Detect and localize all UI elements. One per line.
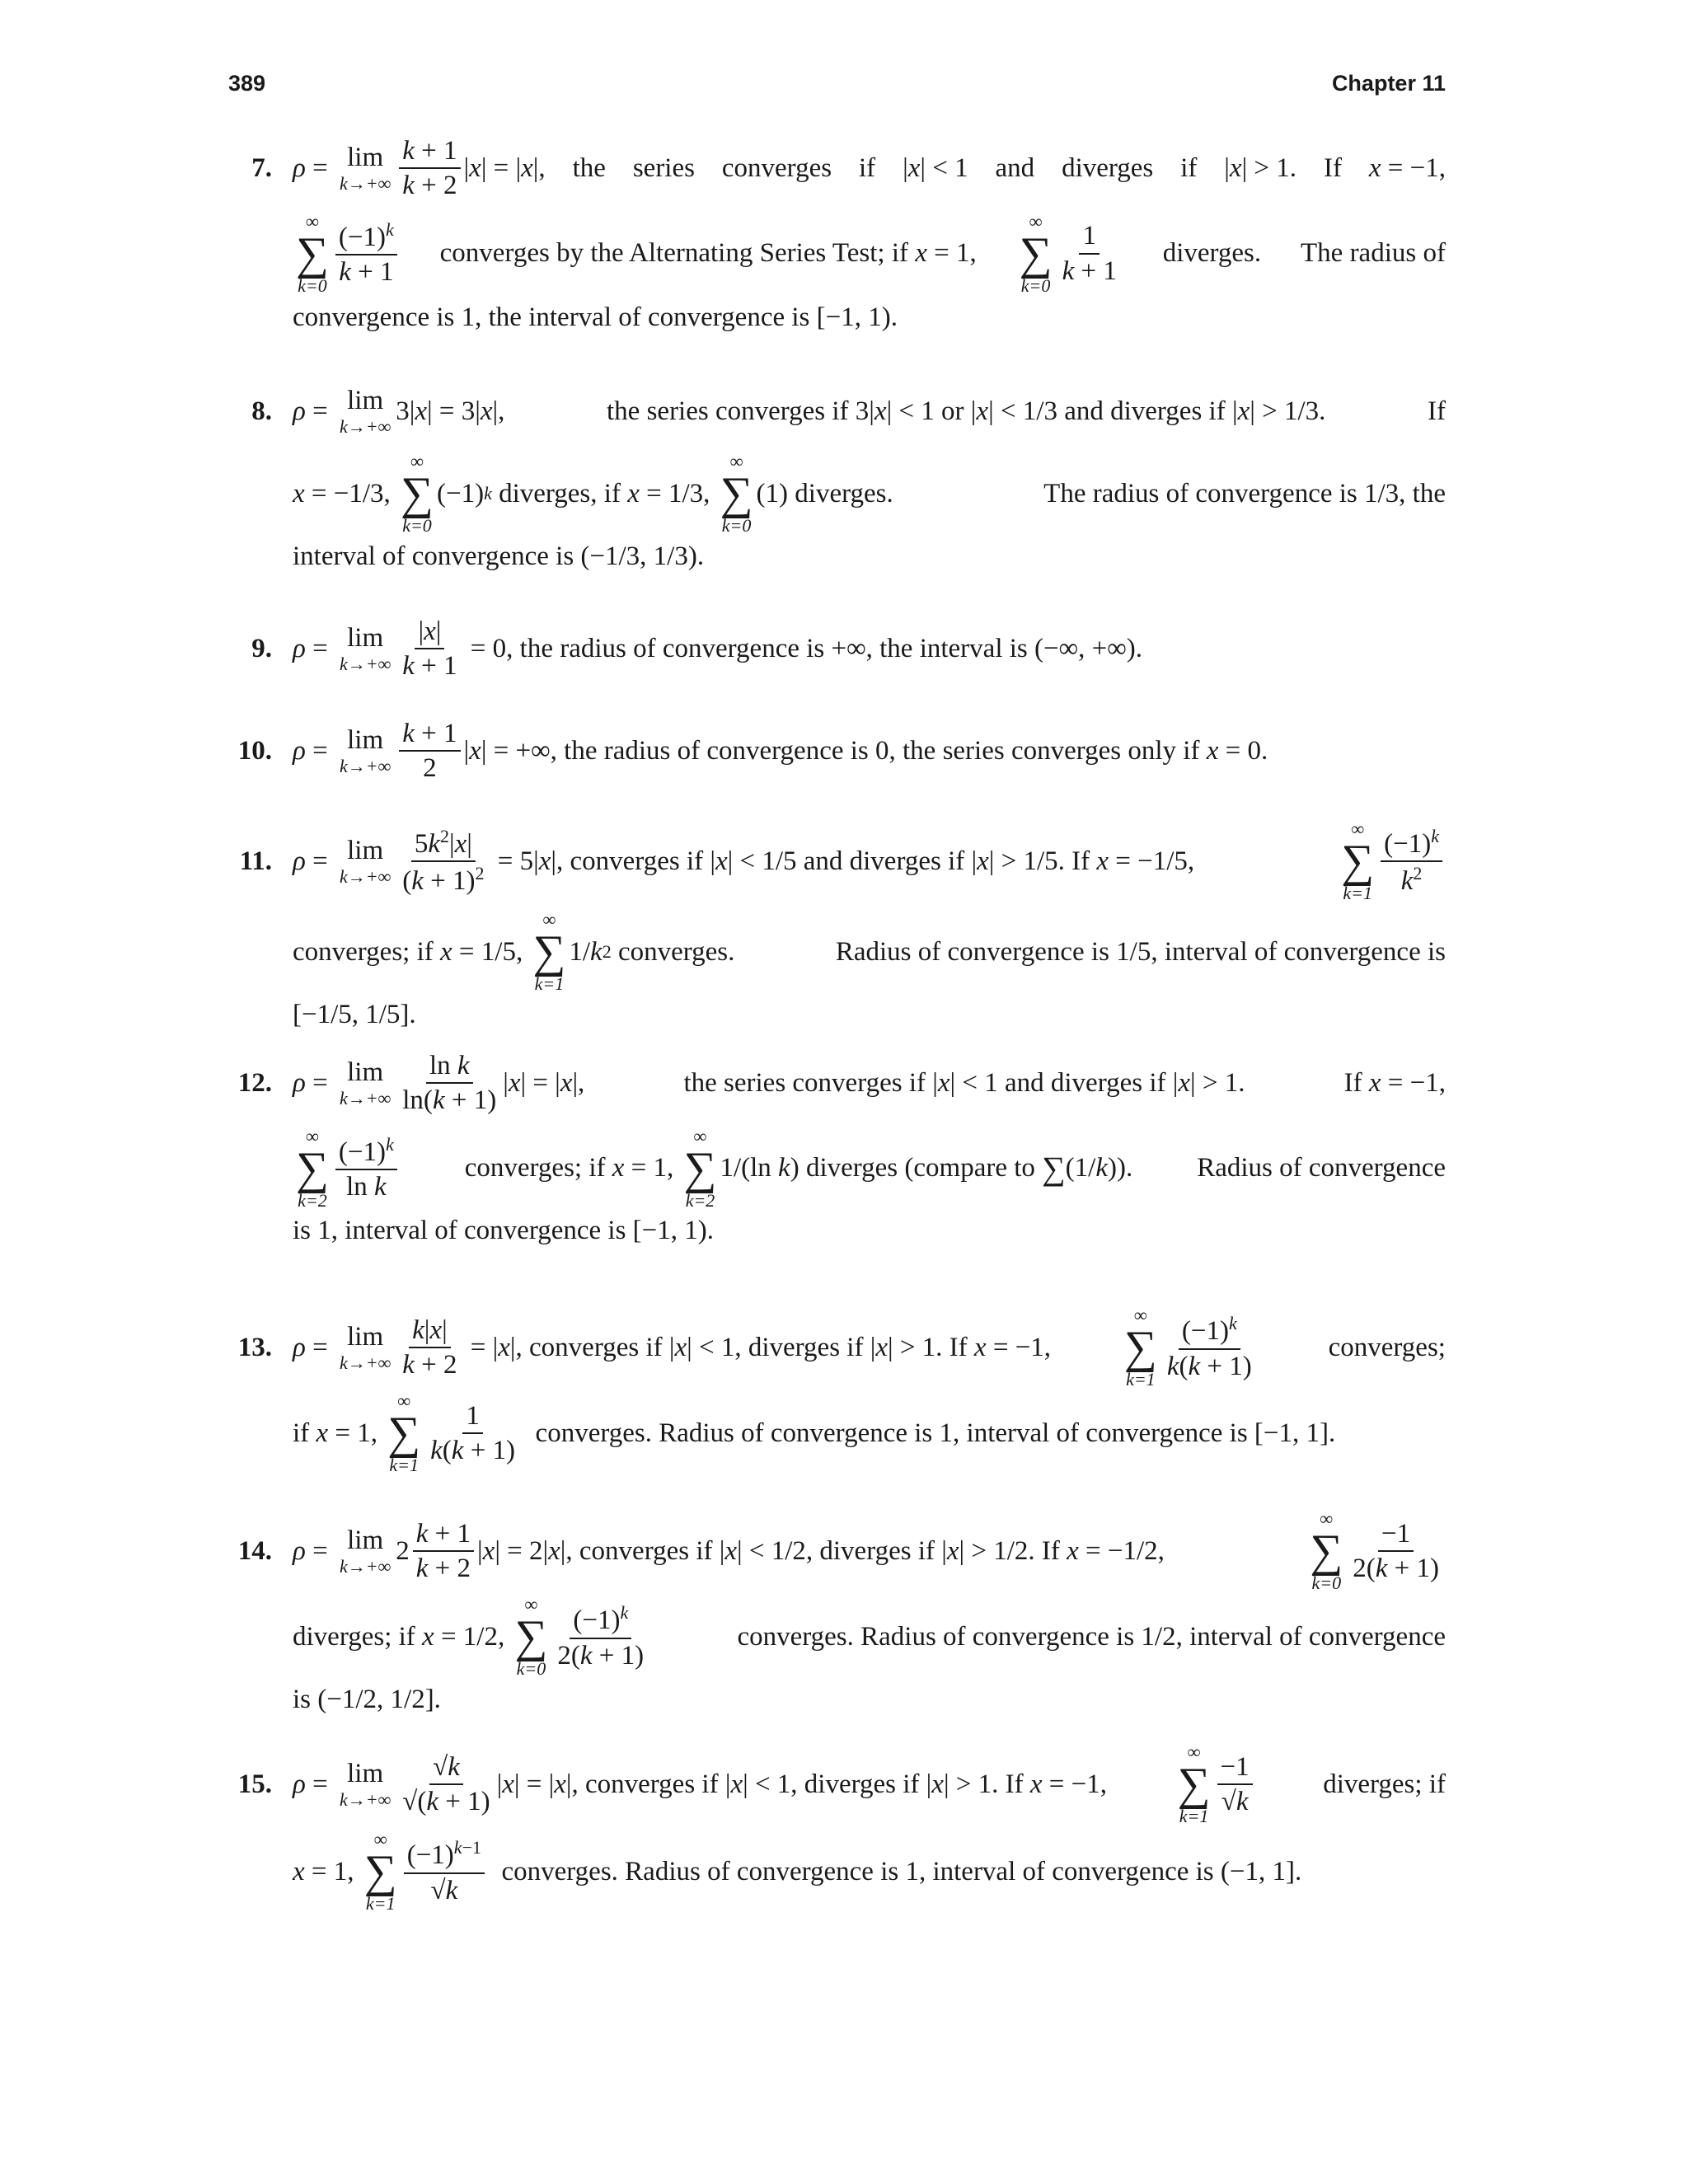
problem-9: 9. ρ = lim k→+∞ $\frac{|x|}{k + 1}$ = 0, the radius of convergence is +∞, the interval is (−∞, +∞). xyxy=(223,616,1446,682)
problem-number: 12. xyxy=(237,1067,272,1098)
problem-number: 13. xyxy=(237,1332,272,1362)
problem-15: 15. ρ = lim k→+∞ $\frac{√k}{√(k + 1)}$ | x | = | x |, converges if | x | < 1, diverges if | x | > 1. If x = −1, ∞ ∑ k=1 $\frac{-1}{√k}$ diverges; if x = 1, ∞ ∑ k=1 $\frac{(-1)^{k-1}}{√k}$ converges. Radius of convergence is 1, interval of convergence is (−1, 1]. xyxy=(223,1743,1446,1913)
problem-11: 11. ρ = lim k→+∞ $\frac{5k^2|x|}{(k + 1)^2}$ = 5| x |, converges if | x | < 1/5 and diverges if | x | > 1/5. If x = −1/5, ∞ ∑ k=1 $\frac{(-1)^k}{k^2}$ converges; if x = 1/5, ∞ ∑ k=1 1/ k 2 converges. Radius of convergence is 1/5, interval of convergence is [−1/5, 1/5]. xyxy=(223,820,1446,1031)
chapter-label: Chapter 11 xyxy=(1331,71,1446,96)
problem-14: 14. ρ = lim k→+∞ 2 $\frac{k + 1}{k + 2}$ | x | = 2| x |, converges if | x | < 1/2, diverges if | x | > 1/2. If x = −1/2, ∞ ∑ k=0 $\frac{-1}{2(k + 1)}$ diverges; if x = 1/2, ∞ ∑ k=0 $\frac{(-1)^k}{2(k + 1)}$ converges. Radius of convergence is 1/2, interval of convergence is (−1/2, 1/2]. xyxy=(223,1510,1446,1716)
problem-number: 8. xyxy=(251,396,272,426)
problem-number: 15. xyxy=(237,1769,272,1799)
problem-8: 8. ρ = lim k→+∞ 3| x | = 3| x |, the series converges if 3|x| < 1 or |x| < 1/3 and diverges if |x| > 1/3. If x = −1/3, ∞ ∑ k=0 (−1) k diverges, if x = 1/3, ∞ ∑ k=0 (1) diverges. The radius of convergence is 1/3, the interval of convergence is (−1/3, 1/3). xyxy=(223,387,1446,573)
problem-12: 12. ρ = lim k→+∞ $\frac{\text{ln k}}{\ln(k + 1)}$ | x | = | x |, the series converges if |x| < 1 and diverges if |x| > 1. If x = −1, ∞ ∑ k=2 $\frac{(-1)^k}{\text{ln k}}$ converges; if x = 1, ∞ ∑ k=2 1/(ln k ) diverges (compare to ∑ (1/ k )). Radius of convergence is 1, interval of convergence is [−1, 1). xyxy=(223,1051,1446,1248)
problem-number: 11. xyxy=(239,846,272,876)
problem-13: 13. ρ = lim k→+∞ $\frac{k|x|}{k + 2}$ = | x |, converges if | x | < 1, diverges if | x | > 1. If x = −1, ∞ ∑ k=1 $\frac{(-1)^k}{k(k + 1)}$ converges; if x = 1, ∞ ∑ k=1 $\frac{1}{k(k + 1)}$ converges. Radius of convergence is 1, interval of convergence is [−1, 1]. xyxy=(223,1306,1446,1474)
problem-number: 10. xyxy=(237,735,272,766)
problem-number: 7. xyxy=(251,152,272,183)
problem-10: 10. ρ = lim k→+∞ $\frac{k + 1}{2}$ | x | = +∞, the radius of convergence is 0, the series converges only if x = 0. xyxy=(223,719,1446,784)
page-number: 389 xyxy=(228,71,266,96)
problem-number: 9. xyxy=(251,633,272,663)
problem-7: 7. ρ = lim k→+∞ $\frac{k + 1}{k + 2}$ | x | = | x |, the series converges if |x| < 1 and diverges if |x| > 1. If x = −1, ∞ ∑ k=0 $\frac{(-1)^k}{k + 1}$ converges by the Alternating Series Test; if x = 1, ∞ ∑ k=0 $\frac{1}{k + 1}$ diverges. The radius of convergence is 1, the interval of convergence is [−1, 1). xyxy=(223,136,1446,335)
problem-number: 14. xyxy=(237,1535,272,1566)
